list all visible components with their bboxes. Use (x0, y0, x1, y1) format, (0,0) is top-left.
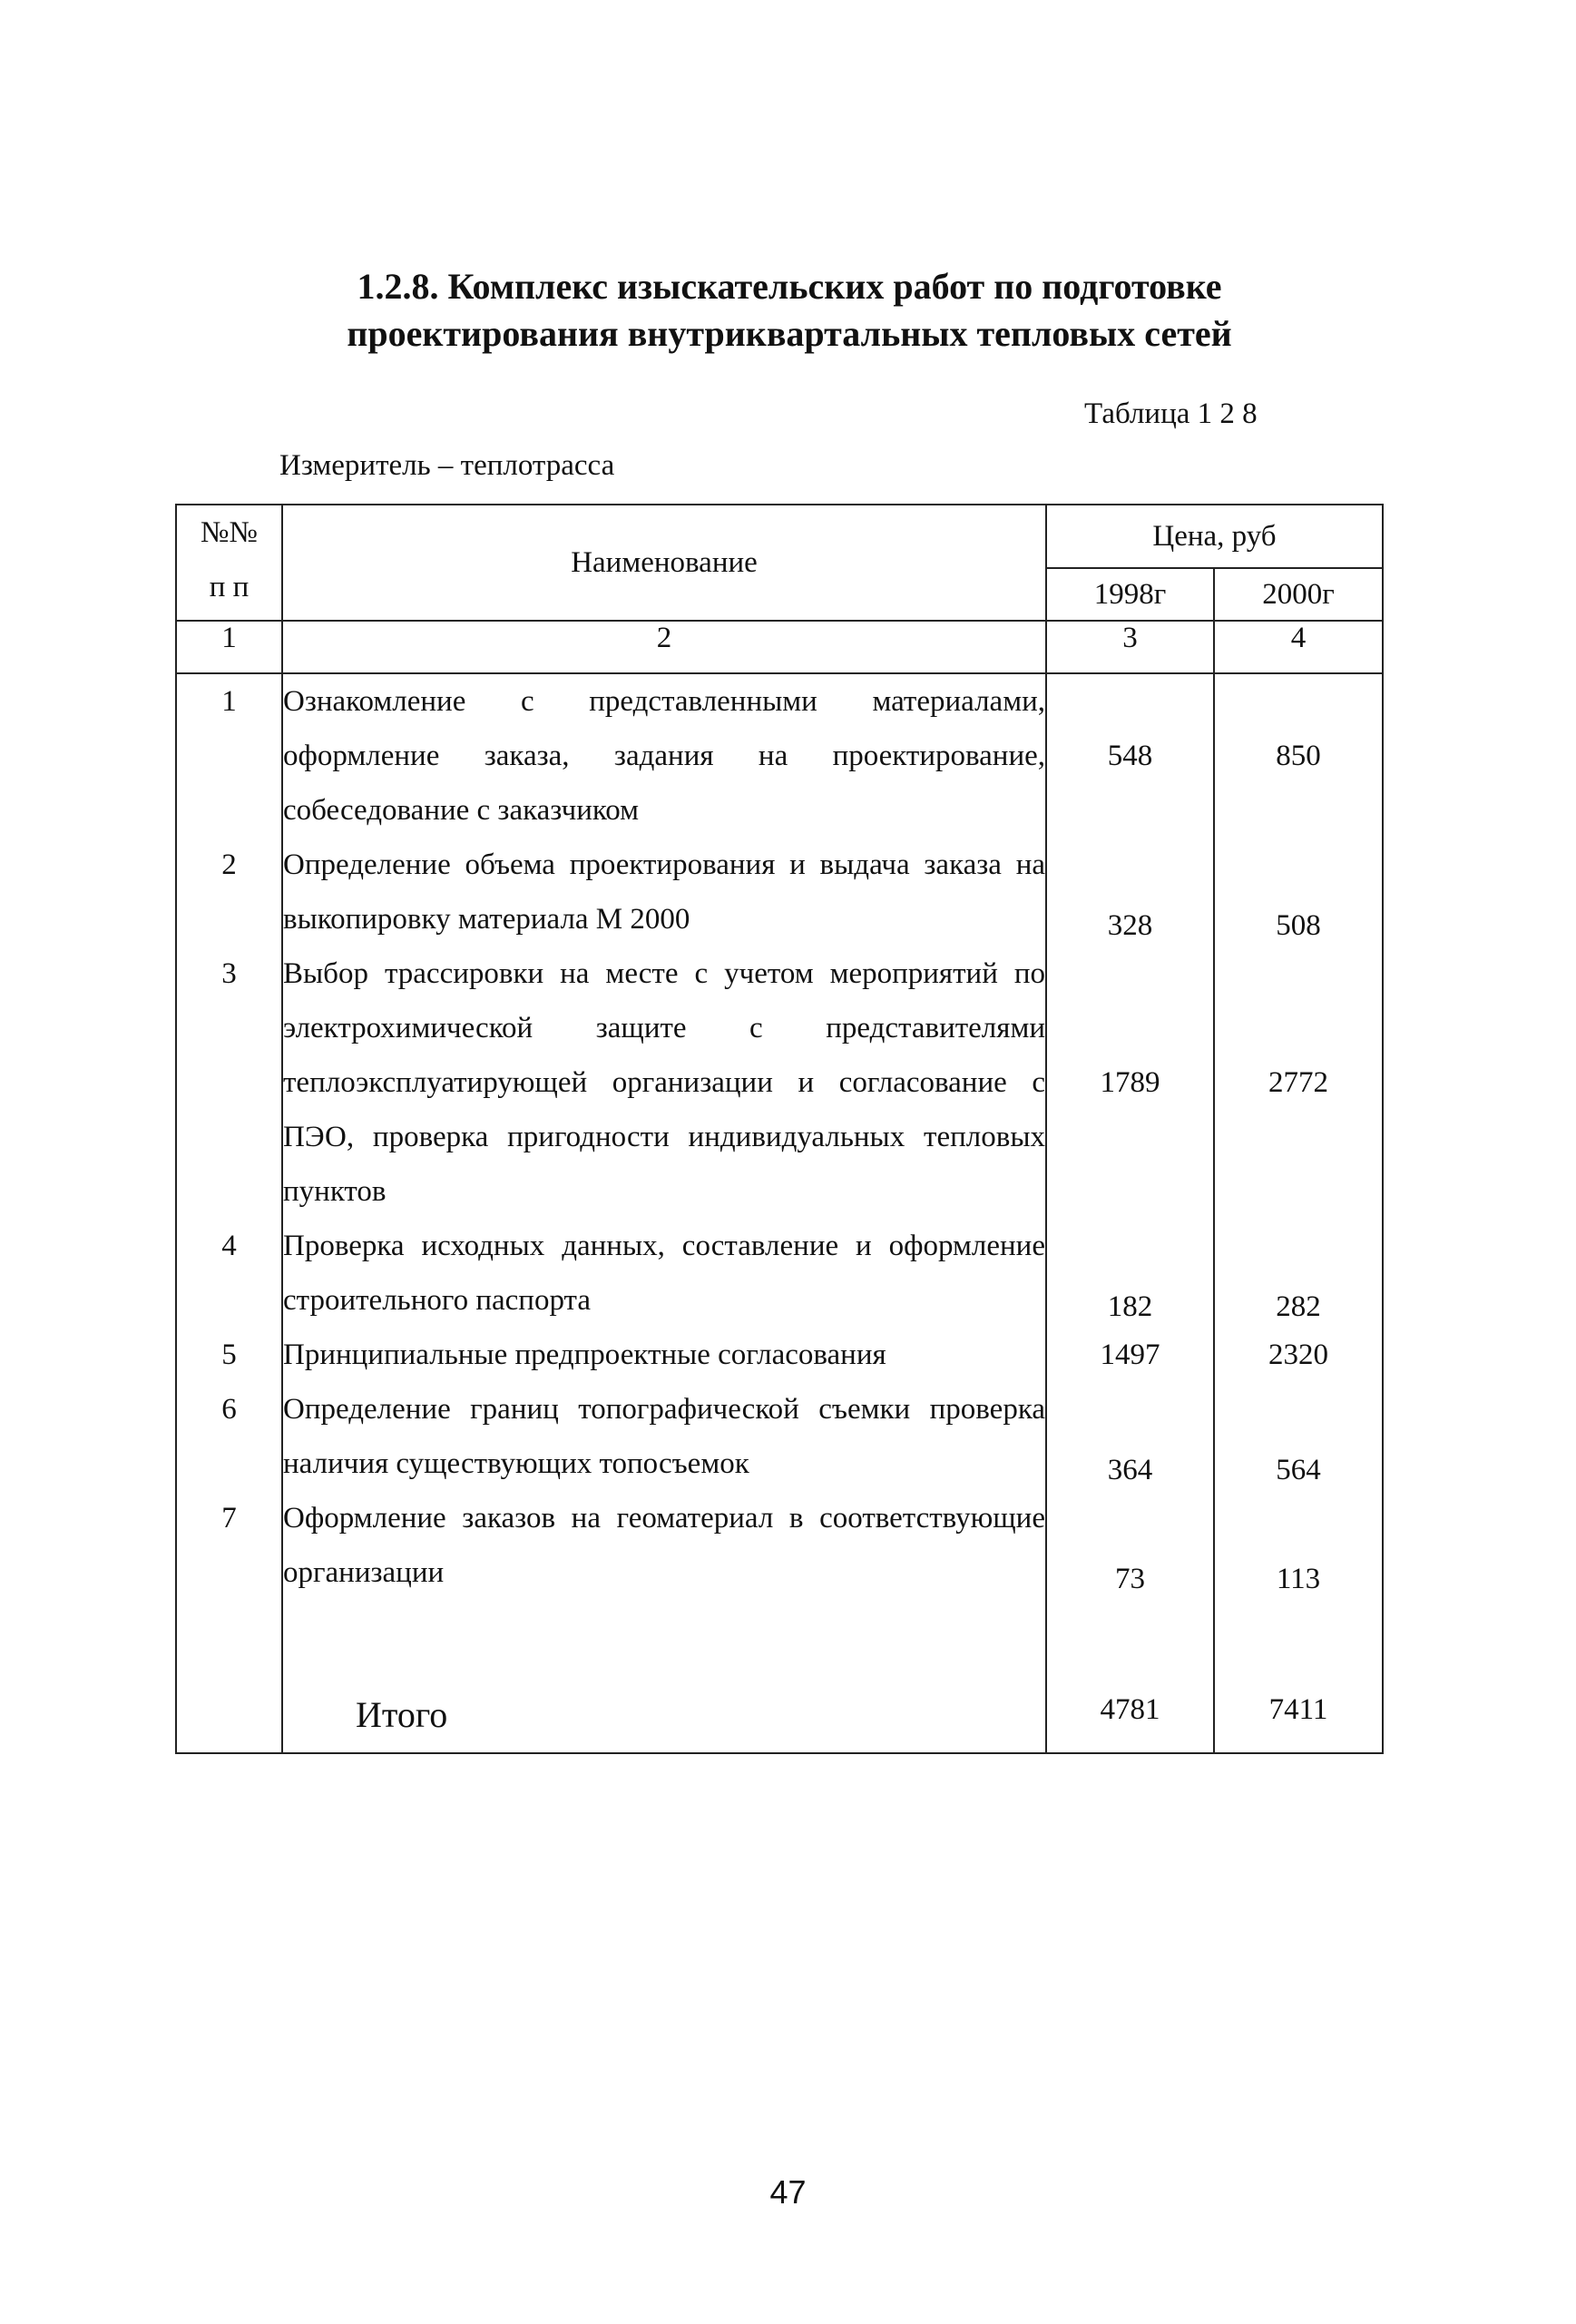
row-num: 6 (176, 1382, 282, 1491)
page-title (254, 263, 1325, 358)
title-line-2: проектирования внутриквартальных тепловых сетей (347, 313, 1232, 354)
row-price-1998: 182 (1046, 1219, 1214, 1328)
header-num (176, 505, 282, 621)
table-row (176, 1328, 1383, 1382)
column-number-2: 2 (282, 621, 1046, 673)
table-row (176, 673, 1383, 838)
row-price-2000: 850 (1214, 673, 1383, 838)
column-number-4: 4 (1214, 621, 1383, 673)
column-number-1: 1 (176, 621, 282, 673)
table-row (176, 946, 1383, 1219)
row-price-2000: 113 (1214, 1491, 1383, 1600)
row-name: Выбор трассировки на месте с учетом мероприятий по электрохимической защите с представителями теплоэксплуатирующей организации и согласование с ПЭО, проверка пригодности индивидуальных тепловых пунктов (282, 946, 1046, 1219)
row-num: 1 (176, 673, 282, 838)
column-number-3: 3 (1046, 621, 1214, 673)
header-year-2000: 2000г (1214, 568, 1383, 621)
header-name: Наименование (282, 505, 1046, 621)
row-num: 2 (176, 838, 282, 946)
row-price-1998: 364 (1046, 1382, 1214, 1491)
row-name: Ознакомление с представленными материалами, оформление заказа, задания на проектирование, собеседование с заказчиком (282, 673, 1046, 838)
table-row (176, 838, 1383, 946)
row-num: 7 (176, 1491, 282, 1600)
table-row (176, 1219, 1383, 1328)
row-num: 4 (176, 1219, 282, 1328)
row-price-2000: 2320 (1214, 1328, 1383, 1382)
total-price-1998: 4781 (1046, 1600, 1214, 1753)
row-name: Проверка исходных данных, составление и оформление строительного паспорта (282, 1219, 1046, 1328)
price-table (175, 504, 1384, 1754)
row-name: Определение границ топографической съемки проверка наличия существующих топосъемок (282, 1382, 1046, 1491)
table-label: Таблица 1 2 8 (1084, 397, 1258, 430)
table-row (176, 1382, 1383, 1491)
header-year-1998: 1998г (1046, 568, 1214, 621)
row-name: Оформление заказов на геоматериал в соответствующие организации (282, 1491, 1046, 1600)
row-price-1998: 73 (1046, 1491, 1214, 1600)
row-name: Принципиальные предпроектные согласования (282, 1328, 1046, 1382)
row-price-2000: 2772 (1214, 946, 1383, 1219)
row-price-1998: 328 (1046, 838, 1214, 946)
total-label: Итого (282, 1600, 1046, 1753)
row-price-2000: 282 (1214, 1219, 1383, 1328)
row-num: 5 (176, 1328, 282, 1382)
title-line-1: 1.2.8. Комплекс изыскательских работ по подготовке (357, 266, 1222, 307)
header-num-line1: №№ (201, 516, 258, 549)
row-price-1998: 1497 (1046, 1328, 1214, 1382)
table-row (176, 1491, 1383, 1600)
row-price-1998: 1789 (1046, 946, 1214, 1219)
page-number: 47 (769, 2173, 807, 2211)
unit-label: Измеритель – теплотрасса (279, 449, 615, 482)
row-num: 3 (176, 946, 282, 1219)
header-price: Цена, руб (1046, 505, 1383, 568)
total-row (176, 1600, 1383, 1753)
row-name: Определение объема проектирования и выдача заказа на выкопировку материала М 2000 (282, 838, 1046, 946)
row-price-2000: 508 (1214, 838, 1383, 946)
total-num-cell (176, 1600, 282, 1753)
row-price-2000: 564 (1214, 1382, 1383, 1491)
row-price-1998: 548 (1046, 673, 1214, 838)
header-num-line2: п п (209, 571, 250, 603)
total-price-2000: 7411 (1214, 1600, 1383, 1753)
